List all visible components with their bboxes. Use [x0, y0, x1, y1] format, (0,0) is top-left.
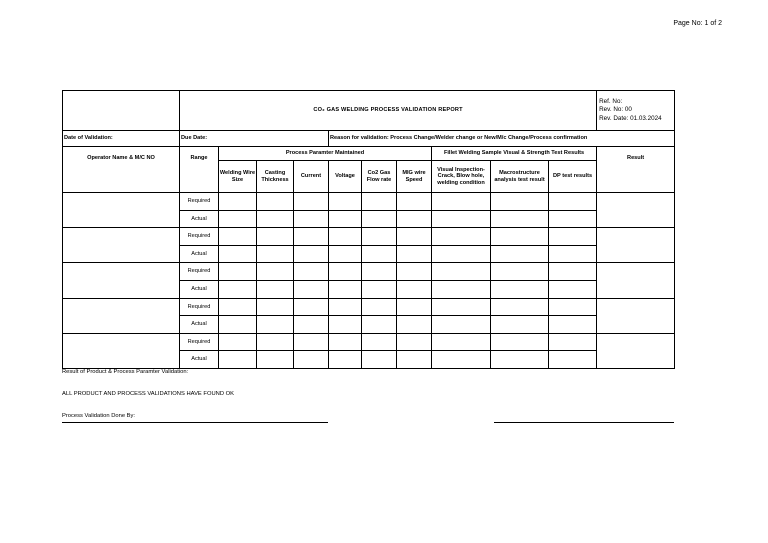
value-cell[interactable] — [362, 280, 397, 298]
value-cell[interactable] — [257, 351, 294, 369]
value-cell[interactable] — [219, 351, 257, 369]
value-cell[interactable] — [397, 316, 432, 334]
value-cell[interactable] — [362, 210, 397, 228]
value-cell[interactable] — [362, 228, 397, 246]
value-cell[interactable] — [219, 263, 257, 281]
value-cell[interactable] — [362, 316, 397, 334]
value-cell[interactable] — [397, 280, 432, 298]
required-label: Required — [180, 298, 219, 316]
value-cell[interactable] — [491, 316, 549, 334]
table-row — [63, 263, 675, 281]
value-cell[interactable] — [549, 316, 597, 334]
value-cell[interactable] — [257, 263, 294, 281]
value-cell[interactable] — [432, 316, 491, 334]
operator-cell[interactable] — [63, 333, 180, 368]
result-cell[interactable] — [597, 228, 675, 263]
value-cell[interactable] — [491, 245, 549, 263]
value-cell[interactable] — [397, 193, 432, 211]
value-cell[interactable] — [329, 263, 362, 281]
value-cell[interactable] — [219, 193, 257, 211]
value-cell[interactable] — [491, 210, 549, 228]
value-cell[interactable] — [294, 298, 329, 316]
value-cell[interactable] — [329, 245, 362, 263]
table-row — [63, 298, 675, 316]
value-cell[interactable] — [491, 263, 549, 281]
value-cell[interactable] — [362, 298, 397, 316]
value-cell[interactable] — [397, 263, 432, 281]
value-cell[interactable] — [362, 245, 397, 263]
required-label: Required — [180, 263, 219, 281]
required-label: Required — [180, 333, 219, 351]
value-cell[interactable] — [294, 210, 329, 228]
value-cell[interactable] — [294, 280, 329, 298]
value-cell[interactable] — [432, 280, 491, 298]
value-cell[interactable] — [432, 210, 491, 228]
value-cell[interactable] — [491, 298, 549, 316]
value-cell[interactable] — [432, 333, 491, 351]
required-label: Required — [180, 193, 219, 211]
operator-header: Operator Name & M/C NO — [63, 147, 180, 193]
value-cell[interactable] — [329, 298, 362, 316]
result-cell[interactable] — [597, 193, 675, 228]
value-cell[interactable] — [549, 280, 597, 298]
value-cell[interactable] — [329, 228, 362, 246]
value-cell[interactable] — [432, 263, 491, 281]
value-cell[interactable] — [257, 280, 294, 298]
casting-thickness-header: Casting Thickness — [257, 161, 294, 193]
value-cell[interactable] — [294, 316, 329, 334]
value-cell[interactable] — [219, 210, 257, 228]
due-date-field[interactable]: Due Date: — [180, 131, 329, 147]
done-by-label: Process Validation Done By: — [62, 413, 136, 419]
value-cell[interactable] — [219, 316, 257, 334]
value-cell[interactable] — [491, 351, 549, 369]
result-cell[interactable] — [597, 263, 675, 298]
value-cell[interactable] — [257, 333, 294, 351]
operator-cell[interactable] — [63, 228, 180, 263]
value-cell[interactable] — [432, 245, 491, 263]
value-cell[interactable] — [257, 316, 294, 334]
actual-label: Actual — [180, 316, 219, 334]
report-title: CO₂ GAS WELDING PROCESS VALIDATION REPORT — [180, 91, 597, 131]
voltage-header: Voltage — [329, 161, 362, 193]
value-cell[interactable] — [432, 298, 491, 316]
actual-label: Actual — [180, 210, 219, 228]
done-by-signature-line — [62, 422, 328, 423]
value-cell[interactable] — [294, 333, 329, 351]
actual-label: Actual — [180, 245, 219, 263]
value-cell[interactable] — [397, 228, 432, 246]
welding-wire-size-header: Welding Wire Size — [219, 161, 257, 193]
range-header: Range — [180, 147, 219, 193]
value-cell[interactable] — [329, 210, 362, 228]
value-cell[interactable] — [397, 333, 432, 351]
value-cell[interactable] — [491, 333, 549, 351]
value-cell[interactable] — [329, 280, 362, 298]
ref-no: Ref. No: — [599, 98, 623, 106]
value-cell[interactable] — [257, 245, 294, 263]
value-cell[interactable] — [294, 263, 329, 281]
operator-cell[interactable] — [63, 263, 180, 298]
table-row — [63, 193, 675, 211]
value-cell[interactable] — [219, 245, 257, 263]
value-cell[interactable] — [549, 351, 597, 369]
actual-label: Actual — [180, 280, 219, 298]
rev-no: Rev. No: 00 — [599, 106, 632, 114]
value-cell[interactable] — [294, 351, 329, 369]
value-cell[interactable] — [362, 333, 397, 351]
value-cell[interactable] — [397, 298, 432, 316]
document-control-block — [597, 91, 675, 131]
co2-gas-flow-rate-header: Co2 Gas Flow rate — [362, 161, 397, 193]
value-cell[interactable] — [491, 193, 549, 211]
value-cell[interactable] — [397, 210, 432, 228]
result-cell[interactable] — [597, 333, 675, 368]
value-cell[interactable] — [397, 351, 432, 369]
value-cell[interactable] — [329, 333, 362, 351]
required-label: Required — [180, 228, 219, 246]
value-cell[interactable] — [257, 228, 294, 246]
logo-cell — [63, 91, 180, 131]
dp-test-header: DP test results — [549, 161, 597, 193]
visual-inspection-header: Visual Inspection-Crack, Blow hole, welding condition — [432, 161, 491, 193]
value-cell[interactable] — [257, 193, 294, 211]
result-label: Result of Product & Process Paramter Validation: — [62, 369, 189, 375]
result-cell[interactable] — [597, 298, 675, 333]
value-cell[interactable] — [219, 298, 257, 316]
value-cell[interactable] — [491, 280, 549, 298]
value-cell[interactable] — [432, 351, 491, 369]
value-cell[interactable] — [329, 193, 362, 211]
value-cell[interactable] — [294, 193, 329, 211]
value-cell[interactable] — [362, 351, 397, 369]
value-cell[interactable] — [219, 228, 257, 246]
data-rows — [63, 193, 675, 369]
reason-for-validation: Reason for validation: Process Change/Welder change or New/M/c Change/Process confirmation — [329, 131, 675, 147]
mig-wire-speed-header: MIG wire Speed — [397, 161, 432, 193]
value-cell[interactable] — [549, 263, 597, 281]
validation-report-table — [62, 90, 675, 369]
rev-date: Rev. Date: 01.03.2024 — [599, 114, 662, 122]
approval-signature-line — [494, 422, 674, 423]
value-cell[interactable] — [362, 263, 397, 281]
current-header: Current — [294, 161, 329, 193]
value-cell[interactable] — [549, 245, 597, 263]
value-cell[interactable] — [491, 228, 549, 246]
value-cell[interactable] — [257, 210, 294, 228]
date-of-validation-field[interactable]: Date of Validation: — [63, 131, 180, 147]
value-cell[interactable] — [294, 228, 329, 246]
table-row — [63, 228, 675, 246]
actual-label: Actual — [180, 351, 219, 369]
value-cell[interactable] — [549, 298, 597, 316]
process-parameter-group-header: Process Paramter Maintained — [219, 147, 432, 161]
value-cell[interactable] — [294, 245, 329, 263]
value-cell[interactable] — [432, 193, 491, 211]
value-cell[interactable] — [397, 245, 432, 263]
table-row — [63, 333, 675, 351]
page-number: Page No: 1 of 2 — [673, 20, 722, 27]
test-results-group-header: Fillet Welding Sample Visual & Strength Test Results — [432, 147, 597, 161]
value-cell[interactable] — [329, 316, 362, 334]
value-cell[interactable] — [549, 193, 597, 211]
validation-statement: ALL PRODUCT AND PROCESS VALIDATIONS HAVE FOUND OK — [62, 391, 235, 397]
result-header: Result — [597, 147, 675, 193]
operator-cell[interactable] — [63, 298, 180, 333]
value-cell[interactable] — [257, 298, 294, 316]
value-cell[interactable] — [219, 280, 257, 298]
value-cell[interactable] — [362, 193, 397, 211]
value-cell[interactable] — [219, 333, 257, 351]
value-cell[interactable] — [432, 228, 491, 246]
value-cell[interactable] — [329, 351, 362, 369]
value-cell[interactable] — [549, 228, 597, 246]
macrostructure-header: Macrostructure analysis test result — [491, 161, 549, 193]
value-cell[interactable] — [549, 333, 597, 351]
value-cell[interactable] — [549, 210, 597, 228]
operator-cell[interactable] — [63, 193, 180, 228]
